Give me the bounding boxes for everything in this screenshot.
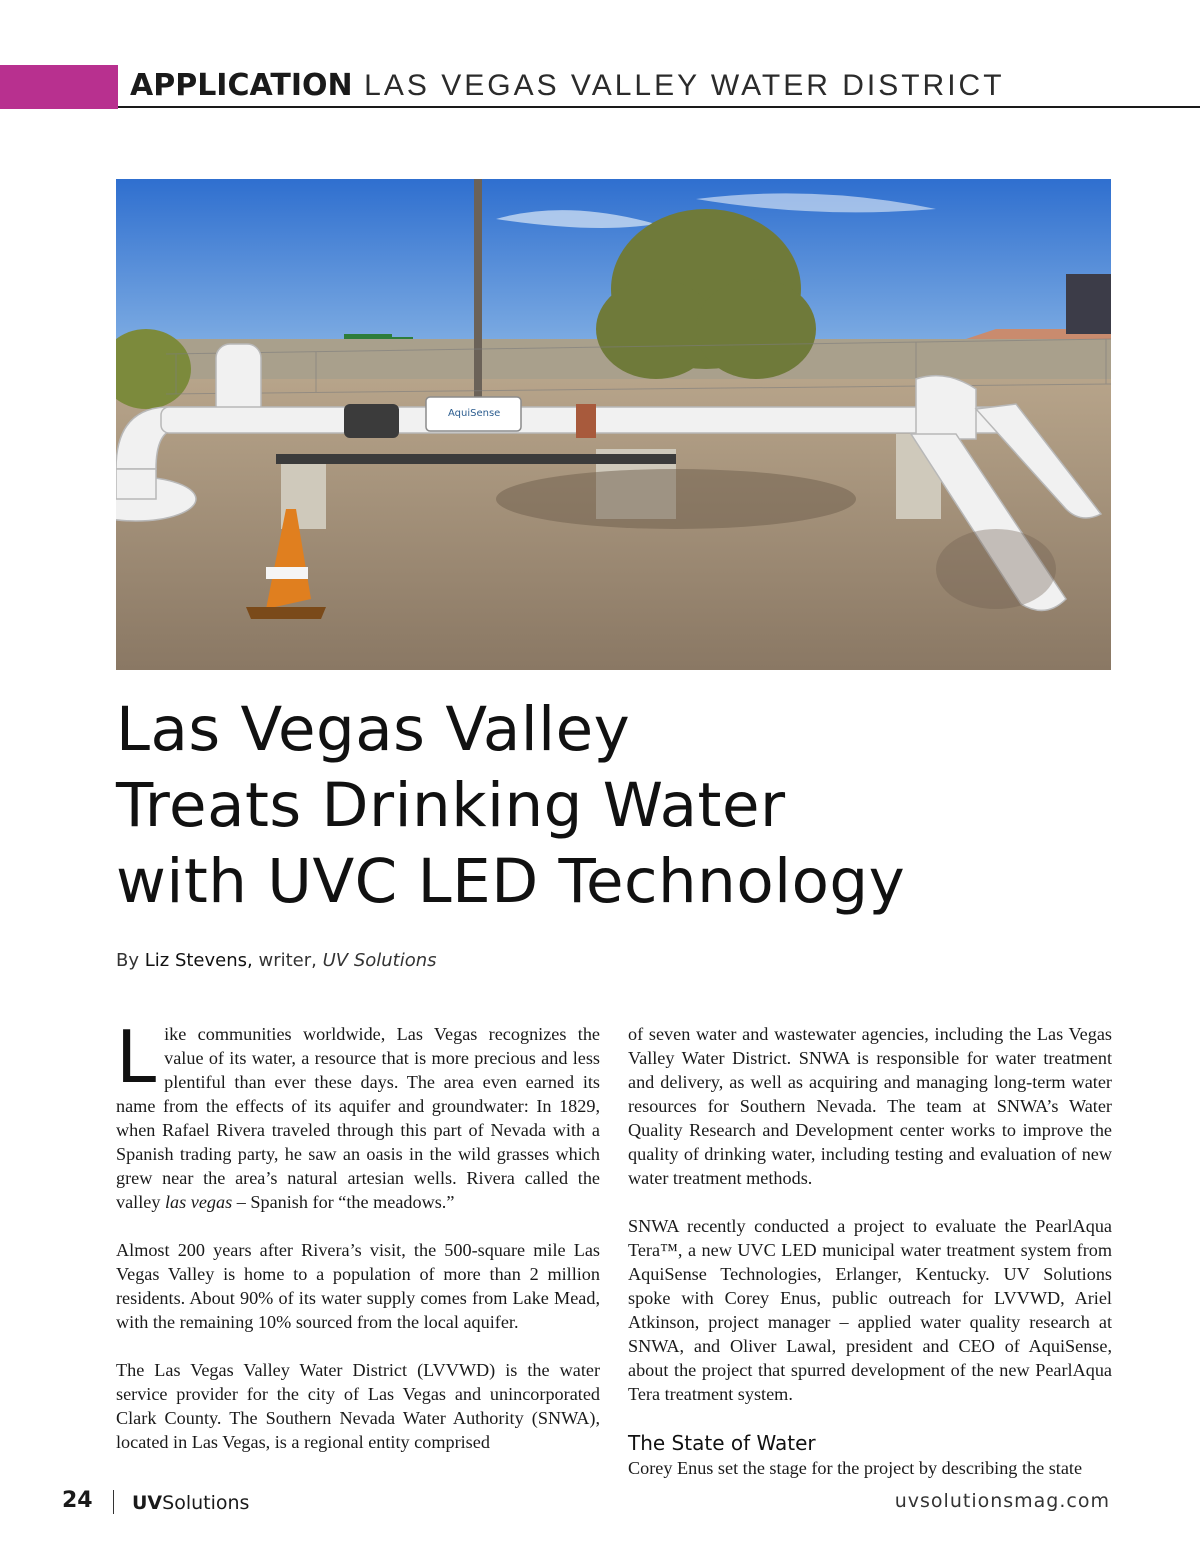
headline-line-3: with UVC LED Technology [116,846,906,917]
brand-rest: Solutions [162,1492,250,1514]
header-accent-bar [0,65,118,109]
paragraph-text: – Spanish for “the meadows.” [232,1192,455,1212]
brand-bold: UV [132,1492,163,1514]
hero-photo [116,179,1111,670]
headline-line-1: Las Vegas Valley [116,694,631,765]
body-paragraph: SNWA recently conducted a project to evaluate the PearlAqua Tera™, a new UVC LED municipal water treatment system from AquiSense Technologies, Erlanger, Kentucky. UV Solutions spoke with Corey Enus, public outreach for LVVWD, Ariel Atkinson, project manager – applied water quality research at SNWA, and Oliver Lawal, president and CEO of AquiSense, about the project that spurred development of the new PearlAqua Tera treatment system. [628,1216,1112,1404]
footer-divider [113,1490,114,1514]
byline [116,950,437,971]
article-column-left [116,1015,600,1454]
header-rule [118,106,1200,108]
headline-line-2: Treats Drinking Water [116,770,786,841]
body-paragraph [116,1015,600,1214]
paragraph-italic: las vegas [165,1192,233,1212]
drop-cap: L [116,1015,157,1099]
body-paragraph: Corey Enus set the stage for the project by describing the state [628,1458,1083,1478]
photo-device-label: AquiSense [448,408,501,419]
paragraph-text: ike communities worldwide, Las Vegas recognizes the value of its water, a resource that is more precious and less plentiful than ever these days. The area even earned its name from the effects of its aquifer and groundwater: In 1829, when Rafael Rivera traveled through this part of Nevada with a Spanish trading party, he saw an oasis in the wild grasses which grew near the area’s natural artesian wells. Rivera called the valley [116,1024,600,1212]
byline-role: writer, [258,950,317,971]
footer-url: uvsolutionsmag.com [894,1490,1110,1512]
header-kicker: APPLICATION [130,68,353,103]
body-paragraph: The Las Vegas Valley Water District (LVVWD) is the water service provider for the city of Las Vegas and unincorporated Clark County. The Southern Nevada Water Authority (SNWA), located in Las Vegas, is a regional entity comprised [116,1360,600,1452]
section-header [130,68,1005,104]
section-subhead: The State of Water [628,1431,816,1455]
byline-publication: UV Solutions [322,950,437,971]
page-number: 24 [62,1488,93,1513]
article-column-right [628,1022,1112,1480]
body-paragraph: of seven water and wastewater agencies, including the Las Vegas Valley Water District. SNWA is responsible for water treatment and delivery, as well as acquiring and managing long-term water resources for Southern Nevada. The team at SNWA’s Water Quality Research and Development center works to improve the quality of drinking water, including testing and evaluation of new water treatment methods. [628,1024,1112,1188]
byline-author: Liz Stevens, [144,950,253,971]
article-headline [116,692,1076,920]
byline-prefix: By [116,950,140,971]
header-section-title: LAS VEGAS VALLEY WATER DISTRICT [364,69,1005,102]
footer-brand [132,1492,249,1514]
body-paragraph: Almost 200 years after Rivera’s visit, the 500-square mile Las Vegas Valley is home to a population of more than 2 million residents. About 90% of its water supply comes from Lake Mead, with the remaining 10% sourced from the local aquifer. [116,1240,600,1332]
